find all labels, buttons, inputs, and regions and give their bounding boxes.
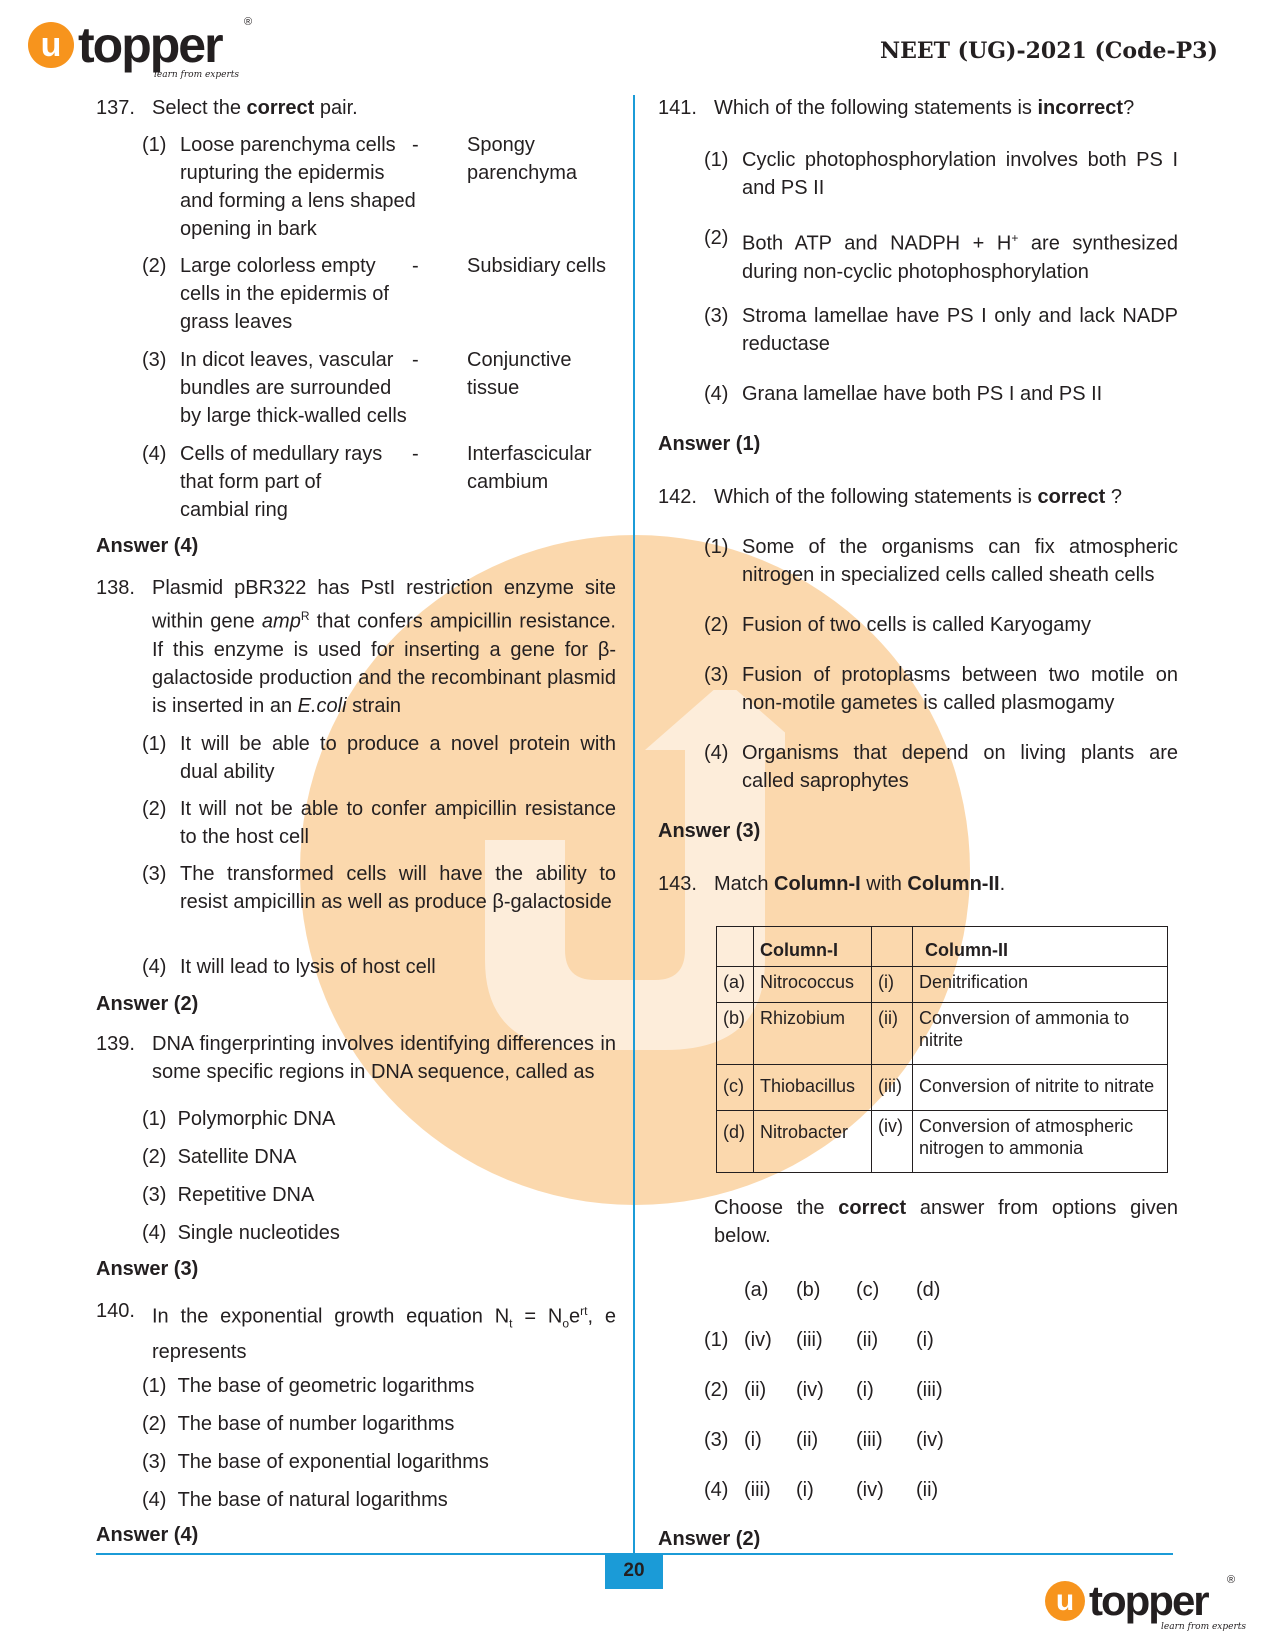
q138-option-3: (3) The transformed cells will have the ability to resist ampicillin as well as produce β-galactoside (142, 863, 616, 913)
question-number: 137. (96, 97, 135, 119)
footer-brand-reg: ® (1227, 1574, 1236, 1586)
q139-option-4: (4) Single nucleotides (142, 1222, 340, 1244)
q142-option-2: (2) Fusion of two cells is called Karyogamy (704, 614, 1092, 636)
q140-answer: Answer (4) (96, 1524, 199, 1546)
footer-brand-tagline: learn from experts (1161, 1622, 1247, 1632)
footer-brand-badge: u (1045, 1581, 1085, 1621)
question-139: 139. DNA fingerprinting involves identifying differences in some specific regions in DNA sequence, called as (96, 1033, 616, 1083)
q138-answer: Answer (2) (96, 993, 199, 1015)
table-row: (c) Thiobacillus (iii) Conversion of nitrite to nitrate (717, 1065, 1168, 1111)
q140-option-2: (2) The base of number logarithms (142, 1413, 455, 1435)
q142-answer: Answer (3) (658, 820, 761, 842)
column-divider (633, 95, 635, 1582)
q142-option-4: (4) Organisms that depend on living plants are called saprophytes (704, 742, 1178, 792)
page-title: NEET (UG)-2021 (Code-P3) (880, 38, 1218, 64)
q139-option-1: (1) Polymorphic DNA (142, 1108, 336, 1130)
q140-option-3: (3) The base of exponential logarithms (142, 1451, 489, 1473)
q139-answer: Answer (3) (96, 1258, 199, 1280)
q139-option-3: (3) Repetitive DNA (142, 1184, 315, 1206)
q141-option-4: (4) Grana lamellae have both PS I and PS II (704, 383, 1103, 405)
q142-option-1: (1) Some of the organisms can fix atmospheric nitrogen in specialized cells called sheath cells (704, 536, 1178, 586)
match-table: Column-I Column-II (a) Nitrococcus (i) Denitrification (b) Rhizobium (ii) Conversion of ammonia to nitrite (c) Thiobacillus (iii) Conversion of nitrite to nitrate (d) Nitrobacter (iv) Conversion of atmospheric nitrogen to ammonia (716, 926, 1168, 1173)
brand-name: topper (78, 17, 222, 73)
page-number: 20 (605, 1553, 663, 1589)
q138-option-2: (2) It will not be able to confer ampicillin resistance to the host cell (142, 798, 616, 848)
footer-brand-name: topper (1089, 1577, 1208, 1624)
table-row: (b) Rhizobium (ii) Conversion of ammonia to nitrite (717, 1003, 1168, 1065)
q141-option-2: (2) Both ATP and NADPH + H+ are synthesized during non-cyclic photophosphorylation (704, 227, 1179, 283)
q138-option-4: (4) It will lead to lysis of host cell (142, 956, 436, 978)
question-stem: Select the correct pair. (152, 97, 358, 119)
brand-logo (28, 16, 253, 80)
question-138: 138. Plasmid pBR322 has PstI restriction enzyme site within gene amp$^R$ that confers ampicillin resistance. If this enzyme is used for inserting a gene for β-galactoside production and the recombinant plasmid is inserted in an E.coli strain (96, 577, 616, 717)
footer-logo (1045, 1574, 1247, 1632)
q141-answer: Answer (1) (658, 433, 761, 455)
table-row: (a) Nitrococcus (i) Denitrification (717, 967, 1168, 1003)
q137-answer: Answer (4) (96, 535, 199, 557)
q143-answer: Answer (2) (658, 1528, 761, 1550)
q140-option-4: (4) The base of natural logarithms (142, 1489, 448, 1511)
q139-option-2: (2) Satellite DNA (142, 1146, 297, 1168)
table-row: (d) Nitrobacter (iv) Conversion of atmospheric nitrogen to ammonia (717, 1111, 1168, 1173)
question-140: 140. In the exponential growth equation $N_t = N_oe^{rt}$, e represents (96, 1300, 616, 1363)
brand-tagline: learn from experts (154, 70, 240, 80)
q142-option-3: (3) Fusion of protoplasms between two motile on non-motile gametes is called plasmogamy (704, 664, 1178, 714)
brand-badge: u (28, 22, 74, 68)
q141-option-1: (1) Cyclic photophosphorylation involves both PS I and PS II (704, 149, 1178, 199)
q143-instruction: Choose the correct answer from options given below. (714, 1197, 1178, 1247)
brand-reg: ® (244, 16, 253, 28)
q141-option-3: (3) Stroma lamellae have PS I only and lack NADP reductase (704, 305, 1178, 355)
q140-option-1: (1) The base of geometric logarithms (142, 1375, 475, 1397)
q138-option-1: (1) It will be able to produce a novel protein with dual ability (142, 733, 616, 783)
